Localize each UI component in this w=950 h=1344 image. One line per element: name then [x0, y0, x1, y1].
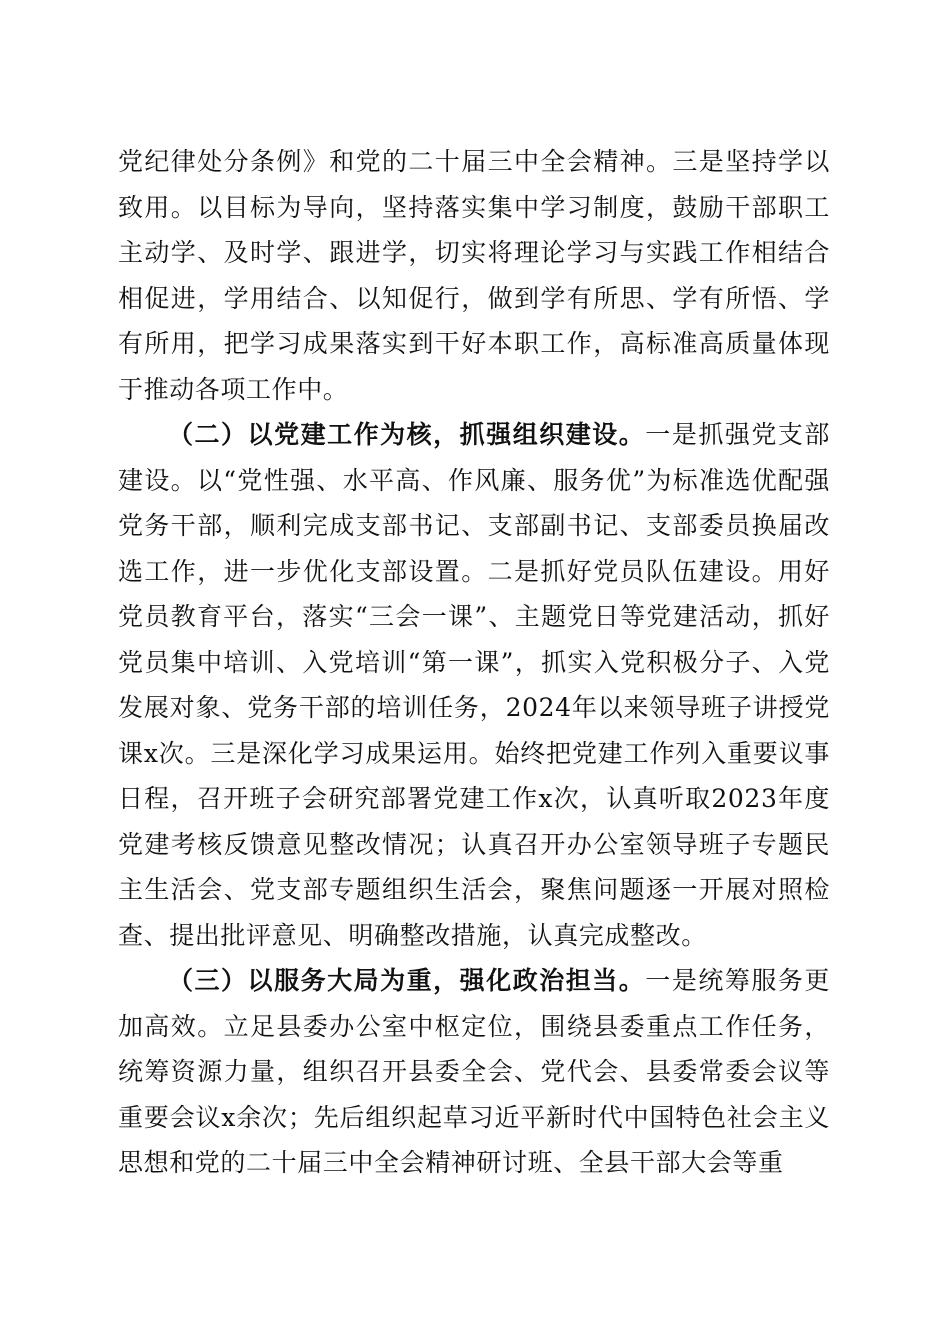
paragraph-body: 一是抓强党支部建设。以“党性强、水平高、作风廉、服务优”为标准选优配强党务干部，顺利完成支部书记、支部副书记、支部委员换届改选工作，进一步优化支部设置。二是抓好党员队伍建设。用好党员教育平台，落实“三会一课”、主题党日等党建活动，抓好党员集中培训、入党培训“第一课”，抓实入党积极分子、入党发展对象、党务干部的培训任务，2024年以来领导班子讲授党课x次。三是深化学习成果运用。始终把党建工作列入重要议事日程，召开班子会研究部署党建工作x次，认真听取2023年度党建考核反馈意见整改情况；认真召开办公室领导班子专题民主生活会、党支部专题组织生活会，聚焦问题逐一开展对照检查、提出批评意见、明确整改措施，认真完成整改。 [118, 420, 830, 950]
paragraph-service [118, 958, 830, 1186]
paragraph-body: 党纪律处分条例》和党的二十届三中全会精神。三是坚持学以致用。以目标为导向，坚持落实集中学习制度，鼓励干部职工主动学、及时学、跟进学，切实将理论学习与实践工作相结合相促进，学用结合、以知促行，做到学有所思、学有所悟、学有所用，把学习成果落实到干好本职工作，高标准高质量体现于推动各项工作中。 [118, 147, 830, 404]
paragraph-continuation [118, 139, 830, 412]
paragraph-heading: （二）以党建工作为核，抓强组织建设。 [168, 420, 646, 449]
document-body [118, 139, 830, 1186]
paragraph-body: 一是统筹服务更加高效。立足县委办公室中枢定位，围绕县委重点工作任务，统筹资源力量，组织召开县委全会、党代会、县委常委会议等重要会议x余次；先后组织起草习近平新时代中国特色社会主义思想和党的二十届三中全会精神研讨班、全县干部大会等重 [118, 966, 830, 1177]
paragraph-party-building [118, 412, 830, 958]
paragraph-heading: （三）以服务大局为重，强化政治担当。 [168, 966, 646, 995]
